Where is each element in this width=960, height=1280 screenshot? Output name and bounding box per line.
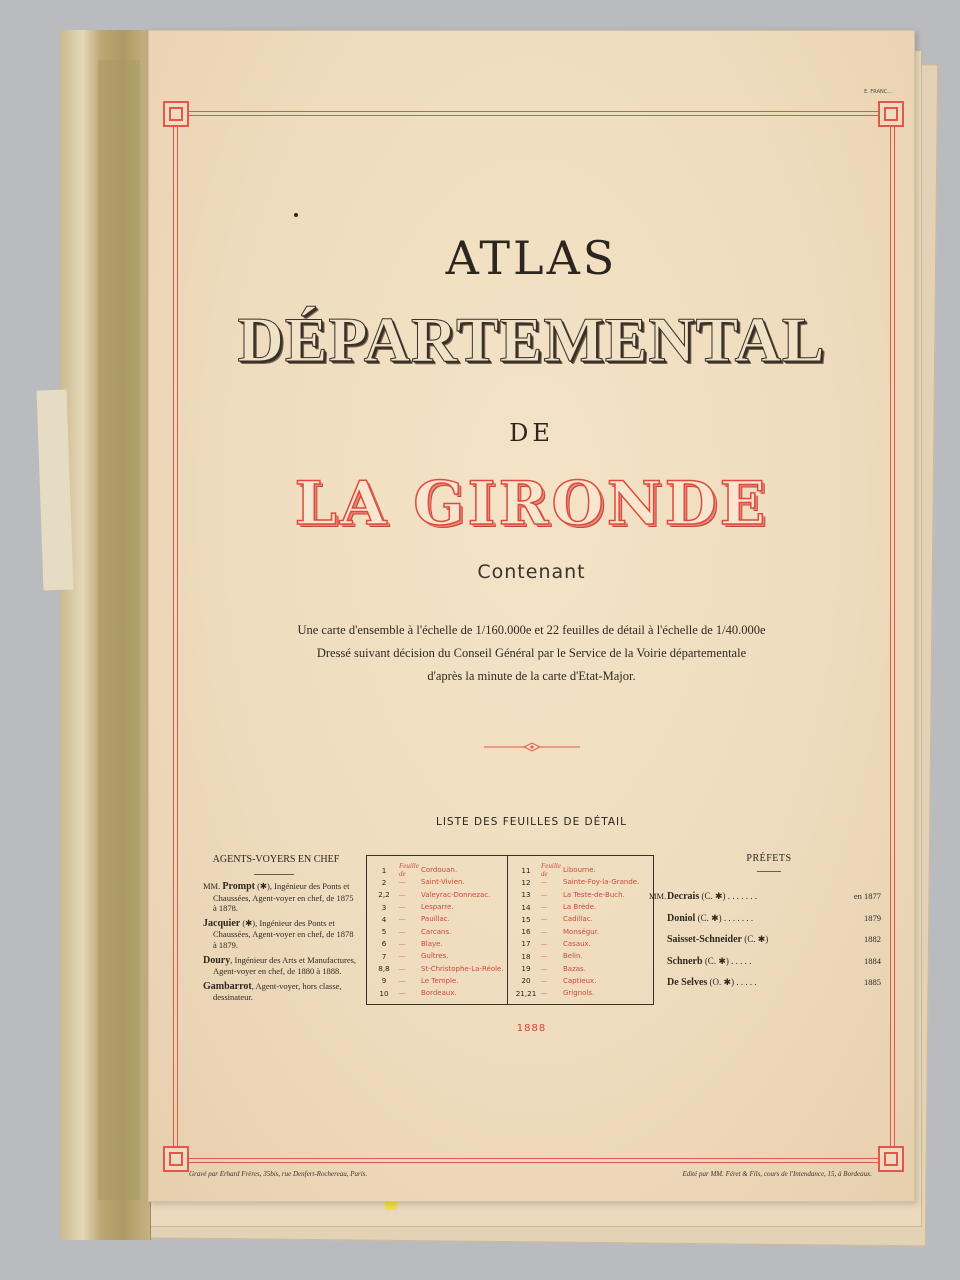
sheet-row	[369, 938, 507, 950]
sheet-place: Bordeaux.	[421, 989, 457, 998]
sheet-mark: —	[399, 989, 406, 998]
sheet-list-divider	[507, 856, 508, 1004]
prefet-name: Decrais (C. ✱) . . . . . . .	[667, 891, 758, 902]
prefet-entry	[649, 977, 881, 999]
sheet-place: Captieux.	[563, 976, 597, 985]
sheet-mark: —	[541, 976, 548, 985]
sheet-number: 13	[521, 890, 531, 900]
sheet-mark: —	[541, 927, 548, 936]
sheet-place: Bazas.	[563, 964, 586, 973]
prefet-year: 1885	[864, 977, 881, 987]
sheet-number: 2,2	[378, 890, 390, 900]
sheet-number: 10	[379, 988, 389, 998]
sheet-mark: Feuille de	[541, 862, 561, 879]
sheet-number: 15	[521, 914, 531, 924]
publisher-credit: Edité par MM. Féret & Fils, cours de l'Intendance, 15, à Bordeaux.	[682, 1170, 872, 1178]
sheet-number: 14	[521, 902, 531, 912]
agents-heading: AGENTS-VOYERS EN CHEF	[212, 854, 340, 865]
publication-year: 1888	[516, 1023, 547, 1034]
sheet-mark: —	[399, 939, 406, 948]
sheet-place: Libourne.	[563, 866, 596, 875]
sheet-mark: —	[541, 952, 548, 961]
sheet-mark: —	[399, 927, 406, 936]
corner-ornament-icon	[163, 1146, 189, 1172]
sheet-number: 12	[521, 877, 531, 887]
sheet-place: Blaye.	[421, 939, 443, 948]
sheet-place: Valeyrac-Donnezac.	[421, 890, 491, 899]
sheet-number: 11	[521, 865, 531, 875]
sheet-mark: Feuille de	[399, 862, 419, 879]
title-departemental: DÉPARTEMENTAL	[237, 304, 826, 375]
sheet-row	[369, 962, 507, 974]
prefet-year: 1879	[864, 912, 881, 923]
description	[249, 619, 814, 688]
subtitle-contenant: Contenant	[477, 561, 586, 583]
sheet-number: 3	[381, 902, 387, 912]
sheet-place: Sainte-Foy-la-Grande.	[563, 878, 640, 887]
sheet-place: St-Christophe-La-Réole.	[421, 964, 504, 973]
sheet-mark: —	[399, 915, 406, 924]
prefet-year: en 1877	[853, 891, 881, 901]
sheet-number: 19	[521, 964, 531, 974]
sheet-row	[511, 901, 649, 913]
sheet-place: Guîtres.	[421, 952, 449, 961]
prefets-rule	[757, 871, 781, 872]
sheet-mark: —	[399, 903, 406, 912]
sheet-number: 2	[381, 877, 387, 887]
sheet-row	[369, 876, 507, 888]
sheet-place: La Teste-de-Buch.	[563, 890, 625, 899]
sheet-number: 9	[381, 976, 387, 986]
sheet-place: Cordouan.	[421, 866, 458, 875]
sheet-row	[511, 987, 649, 999]
title-la-gironde: LA GIRONDE	[294, 469, 769, 539]
sheet-mark: —	[541, 964, 548, 973]
sheet-place: Casaux.	[563, 939, 591, 948]
engraver-credit: Gravé par Erhard Frères, 35bis, rue Denfert-Rochereau, Paris.	[189, 1170, 368, 1178]
sheet-number: 1	[381, 865, 387, 875]
sheet-place: Saint-Vivien.	[421, 878, 465, 887]
sheet-number: 4	[381, 914, 387, 924]
prefet-name: De Selves (O. ✱) . . . . .	[667, 977, 757, 988]
sheet-place: Pauillac.	[421, 915, 450, 924]
sheet-row	[511, 950, 649, 962]
sheet-place: Cadillac.	[563, 915, 593, 924]
sheet-place: Le Temple.	[421, 976, 459, 985]
list-title: LISTE DES FEUILLES DE DÉTAIL	[435, 816, 628, 828]
divider-ornament-icon	[482, 742, 582, 752]
binding-strip	[98, 60, 140, 1200]
sheet-row	[369, 925, 507, 937]
sheet-row	[511, 938, 649, 950]
sheet-number: 8,8	[378, 964, 390, 974]
prefet-entry	[649, 891, 881, 913]
sheet-column-left	[369, 864, 507, 999]
ink-spot	[294, 213, 298, 217]
corner-ornament-icon	[878, 101, 904, 127]
sheet-row	[511, 913, 649, 925]
sheet-mark: —	[399, 878, 406, 887]
sheet-row	[511, 925, 649, 937]
description-line: d'après la minute de la carte d'Etat-Major.	[427, 669, 636, 683]
sheet-mark: —	[541, 890, 548, 899]
sheet-number: 16	[521, 927, 531, 937]
sheet-number: 18	[521, 951, 531, 961]
corner-ornament-icon	[878, 1146, 904, 1172]
prefets-list	[649, 891, 881, 999]
sheet-number: 17	[521, 939, 531, 949]
prefet-prefix: MM.	[649, 891, 667, 901]
prefet-name: Schnerb (C. ✱) . . . . .	[667, 955, 752, 967]
title-page	[148, 30, 915, 1202]
sheet-mark: —	[541, 878, 548, 887]
prefet-year: 1884	[864, 955, 881, 966]
sheet-column-right	[511, 864, 649, 999]
sheet-number: 20	[521, 976, 531, 986]
prefet-name: Saisset-Schneider (C. ✱)	[667, 934, 769, 945]
sheet-mark: —	[399, 952, 406, 961]
sheet-row	[369, 862, 507, 879]
sheet-list-box	[366, 855, 654, 1005]
agents-rule	[254, 874, 294, 875]
sheet-row	[369, 913, 507, 925]
prefet-year: 1882	[864, 934, 881, 944]
sheet-row	[369, 889, 507, 901]
sheet-number: 5	[381, 927, 387, 937]
sheet-mark: —	[541, 915, 548, 924]
sheet-place: Grignols.	[563, 989, 595, 998]
sheet-place: Carcans.	[421, 927, 452, 936]
sheet-mark: —	[399, 964, 406, 973]
corner-ornament-icon	[163, 101, 189, 127]
sheet-row	[511, 975, 649, 987]
sheet-mark: —	[541, 989, 548, 998]
sheet-place: Lesparre.	[421, 903, 454, 912]
sheet-number: 21,21	[515, 988, 537, 998]
sheet-row	[369, 901, 507, 913]
sheet-mark: —	[399, 976, 406, 985]
sheet-row	[369, 950, 507, 962]
sheet-row	[369, 987, 507, 999]
sheet-row	[511, 862, 649, 879]
prefet-entry	[649, 956, 881, 978]
description-line: Une carte d'ensemble à l'échelle de 1/160.000e et 22 feuilles de détail à l'échelle de 1/40.000e	[297, 623, 766, 637]
corner-stamp: E. FRANC...	[864, 89, 892, 95]
agent-entry: Jacquier (✱), Ingénieur des Ponts et Chaussées, Agent-voyer en chef, de 1878 à 1879.	[203, 917, 354, 950]
sheet-row	[511, 876, 649, 888]
agent-entry: MM. Prompt (✱), Ingénieur des Ponts et Chaussées, Agent-voyer en chef, de 1875 à 1878.	[203, 881, 354, 914]
sheet-place: La Brède.	[563, 903, 597, 912]
sheet-number: 6	[381, 939, 387, 949]
prefet-entry	[649, 913, 881, 935]
sheet-mark: —	[541, 903, 548, 912]
prefet-entry	[649, 934, 881, 956]
prefet-name: Doniol (C. ✱) . . . . . . .	[667, 912, 754, 924]
sheet-row	[511, 962, 649, 974]
title-de: DE	[509, 419, 554, 447]
sheet-mark: —	[399, 890, 406, 899]
prefets-heading: PRÉFETS	[746, 853, 792, 864]
sheet-mark: —	[541, 939, 548, 948]
sheet-place: Monségur.	[563, 927, 600, 936]
sheet-number: 7	[381, 951, 387, 961]
agent-entry: Gambarrot, Agent-voyer, hors classe, dessinateur.	[203, 980, 342, 1003]
agents-list	[197, 881, 359, 1007]
sheet-row	[369, 975, 507, 987]
sheet-place: Belin.	[563, 952, 583, 961]
description-line: Dressé suivant décision du Conseil Général par le Service de la Voirie départementale	[316, 646, 747, 660]
sheet-row	[511, 889, 649, 901]
title-atlas: ATLAS	[445, 231, 618, 285]
agent-entry: Doury, Ingénieur des Arts et Manufactures, Agent-voyer en chef, de 1880 à 1888.	[203, 954, 357, 977]
